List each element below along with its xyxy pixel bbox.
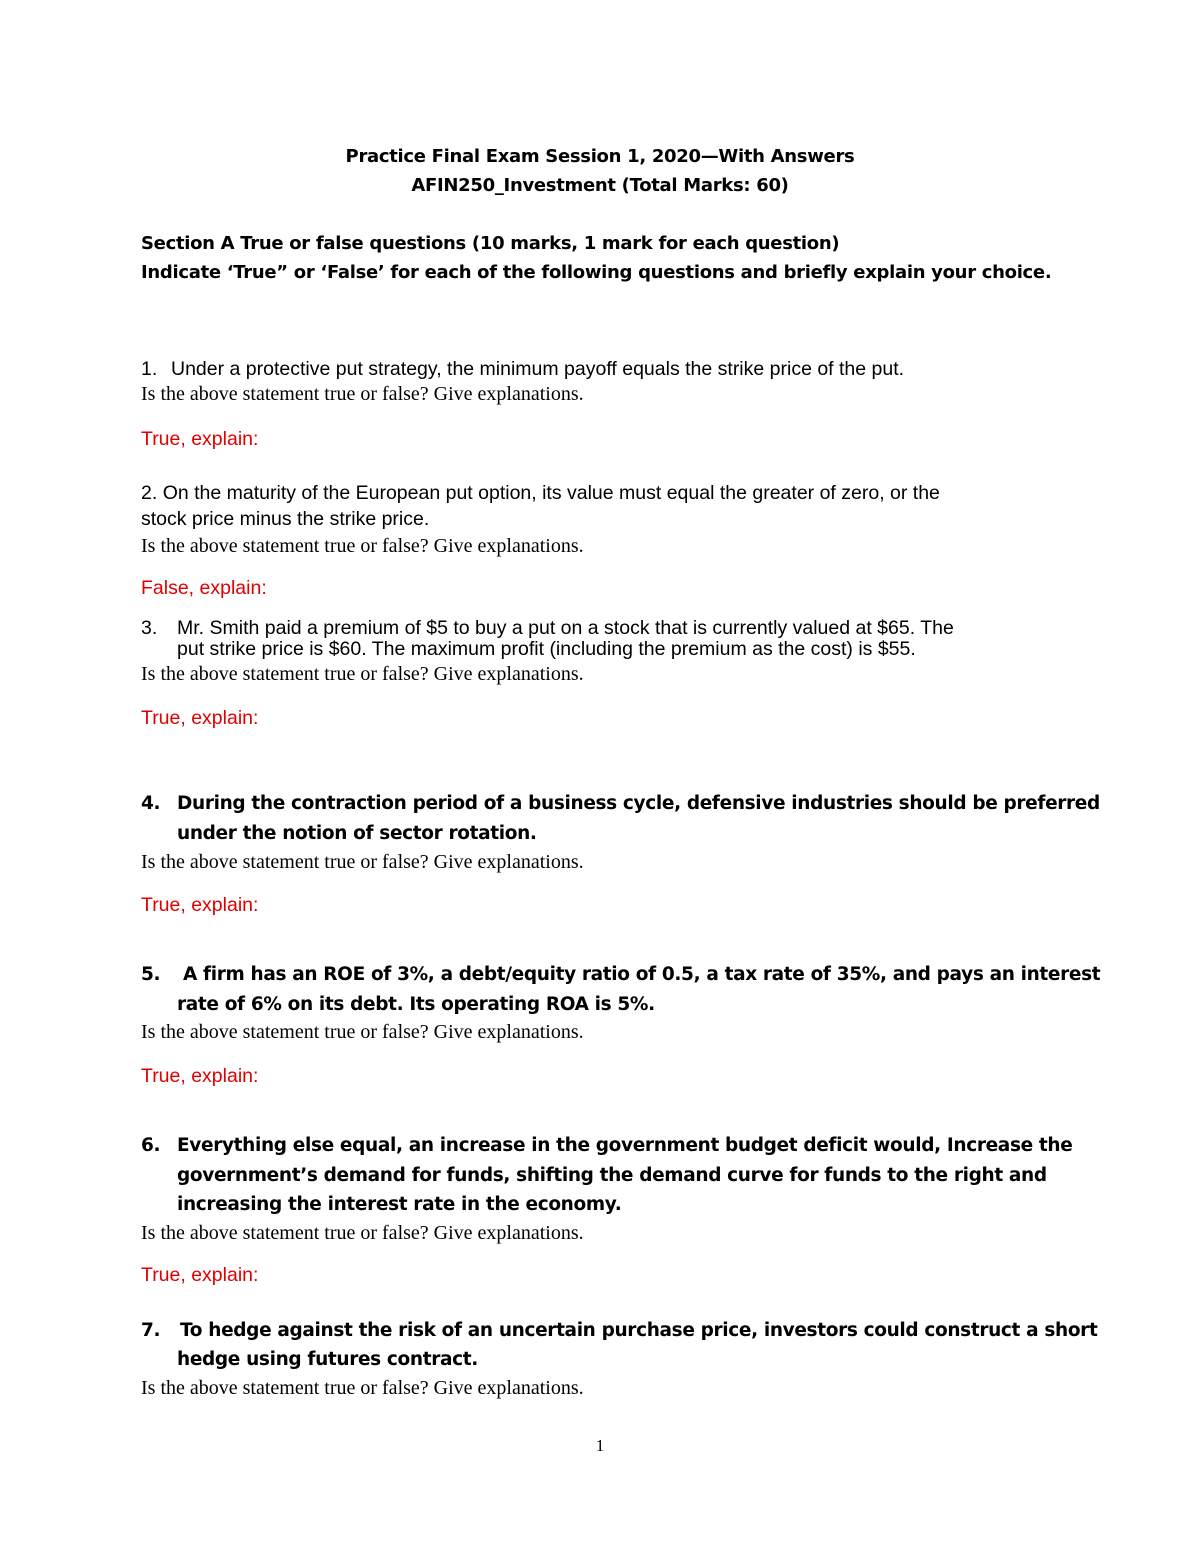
- question-number: 7.: [141, 1320, 161, 1341]
- question-1: [141, 358, 904, 381]
- question-6-text-cont-1: government’s demand for funds, shifting the demand curve for funds to the right and: [177, 1165, 1047, 1186]
- page-number: 1: [595, 1436, 605, 1455]
- question-4: [141, 793, 1100, 814]
- question-number: 2.: [141, 482, 158, 504]
- question-7-prompt: Is the above statement true or false? Give explanations.: [141, 1377, 584, 1399]
- question-3-prompt: Is the above statement true or false? Give explanations.: [141, 663, 584, 685]
- question-5: [141, 964, 1100, 985]
- section-instruction: Indicate ‘True” or ‘False’ for each of the following questions and briefly explain your choice.: [141, 262, 1052, 283]
- question-text: A firm has an ROE of 3%, a debt/equity ratio of 0.5, a tax rate of 35%, and pays an interest: [183, 964, 1101, 985]
- exam-title: Practice Final Exam Session 1, 2020—With Answers: [345, 146, 855, 167]
- question-4-answer: True, explain:: [141, 894, 259, 916]
- question-6-prompt: Is the above statement true or false? Give explanations.: [141, 1222, 584, 1244]
- question-5-text-cont: rate of 6% on its debt. Its operating ROA is 5%.: [177, 994, 655, 1015]
- question-2: [141, 482, 940, 505]
- question-2-prompt: Is the above statement true or false? Give explanations.: [141, 535, 584, 557]
- question-text: Under a protective put strategy, the minimum payoff equals the strike price of the put.: [171, 358, 905, 380]
- question-1-prompt: Is the above statement true or false? Give explanations.: [141, 383, 584, 405]
- question-number: 5.: [141, 964, 161, 985]
- question-text: To hedge against the risk of an uncertain purchase price, investors could construct a short: [180, 1320, 1098, 1341]
- question-text: On the maturity of the European put option, its value must equal the greater of zero, or the: [162, 482, 940, 504]
- question-6: [141, 1135, 1072, 1156]
- question-text: Mr. Smith paid a premium of $5 to buy a put on a stock that is currently valued at $65. The: [177, 617, 954, 639]
- question-5-prompt: Is the above statement true or false? Give explanations.: [141, 1021, 584, 1043]
- course-subtitle: AFIN250_Investment (Total Marks: 60): [411, 175, 789, 196]
- question-3-text-cont: put strike price is $60. The maximum profit (including the premium as the cost) is $55.: [177, 638, 916, 660]
- question-number: 1.: [141, 358, 158, 380]
- section-heading: Section A True or false questions (10 marks, 1 mark for each question): [141, 233, 840, 254]
- question-6-answer: True, explain:: [141, 1264, 259, 1286]
- question-2-text-cont: stock price minus the strike price.: [141, 508, 430, 530]
- question-7-text-cont: hedge using futures contract.: [177, 1349, 478, 1370]
- question-3-answer: True, explain:: [141, 707, 259, 729]
- question-text: During the contraction period of a business cycle, defensive industries should be preferred: [177, 793, 1100, 814]
- question-6-text-cont-2: increasing the interest rate in the economy.: [177, 1194, 622, 1215]
- question-text: Everything else equal, an increase in the government budget deficit would, Increase the: [177, 1135, 1073, 1156]
- question-4-prompt: Is the above statement true or false? Give explanations.: [141, 851, 584, 873]
- question-7: [141, 1320, 1097, 1341]
- question-number: 6.: [141, 1135, 161, 1156]
- question-number: 4.: [141, 793, 161, 814]
- question-1-answer: True, explain:: [141, 428, 259, 450]
- question-2-answer: False, explain:: [141, 577, 267, 599]
- question-5-answer: True, explain:: [141, 1065, 259, 1087]
- question-3: [141, 617, 954, 640]
- question-4-text-cont: under the notion of sector rotation.: [177, 823, 537, 844]
- question-number: 3.: [141, 617, 158, 639]
